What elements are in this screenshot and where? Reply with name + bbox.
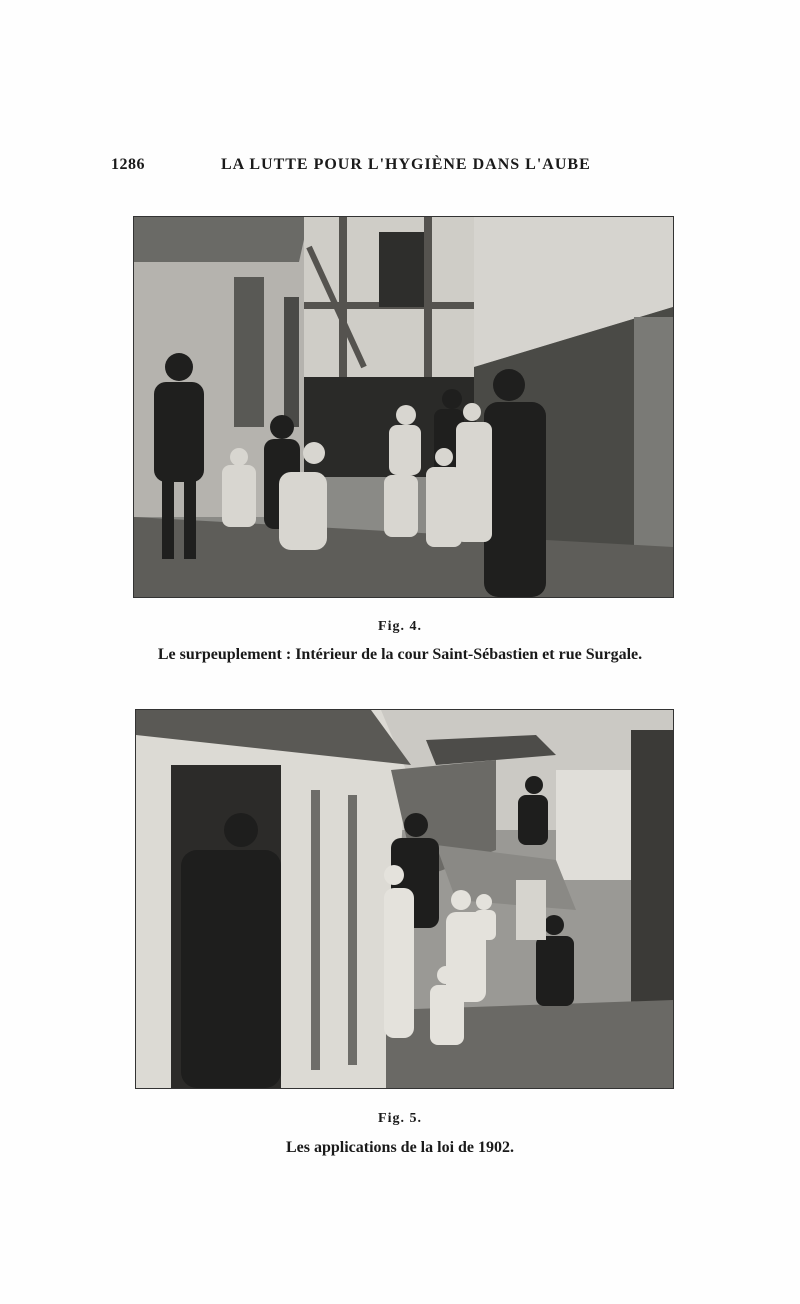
running-title: LA LUTTE POUR L'HYGIÈNE DANS L'AUBE <box>221 156 591 173</box>
page-header <box>111 156 601 182</box>
figure-5-caption: Les applications de la loi de 1902. <box>285 1139 515 1156</box>
page-number: 1286 <box>111 156 145 173</box>
figure-5-label: Fig. 5. <box>378 1111 422 1126</box>
figure-5-photo <box>135 709 674 1089</box>
figure-4-caption: Le surpeuplement : Intérieur de la cour Saint-Sébastien et rue Surgale. <box>157 646 643 663</box>
figure-4-label: Fig. 4. <box>378 619 422 634</box>
figure-4-photo <box>133 216 674 598</box>
